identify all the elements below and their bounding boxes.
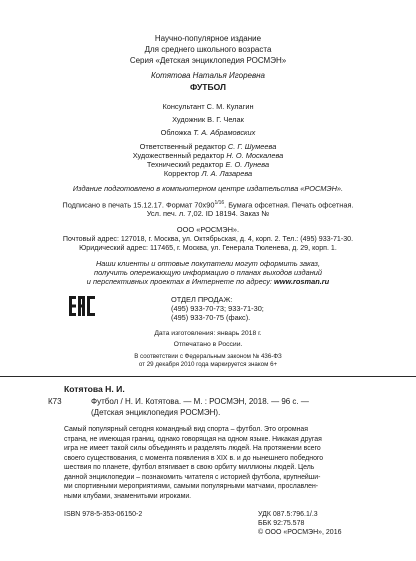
- abstract-line: ными клубами, знаменитыми игроками.: [64, 492, 192, 500]
- credit-proofreader: [0, 169, 416, 178]
- abstract-line: шествия по планете, футбол втягивает в свою орбиту миллионы людей. Цель: [64, 464, 315, 471]
- prepared-note: Издание подготовлено в компьютерном центре издательства «РОСМЭН».: [72, 184, 344, 193]
- credit-resp-label: Ответственный редактор: [139, 142, 228, 151]
- udk: УДК 087.5:796.1/.3: [258, 511, 318, 518]
- credit-cover: [0, 128, 416, 137]
- print-paper: . Бумага офсетная. Печать офсетная.: [224, 200, 354, 210]
- print-info-line2: Усл. печ. л. 7,02. ID 18194. Заказ №: [146, 209, 270, 218]
- credit-cover-name: Т. А. Абрамовских: [193, 128, 256, 137]
- abstract-line: игра не имеет такой силы объединять и разделять людей. На протяжении всего: [64, 445, 321, 452]
- biblio-author: Котятова Н. И.: [64, 384, 125, 394]
- notice-text: и перспективных проектах в Интернете по адресу:: [86, 277, 275, 286]
- credit-artist: Художник В. Г. Челак: [172, 115, 244, 124]
- credit-resp-name: С. Г. Шумеева: [227, 142, 277, 151]
- print-format-fraction: 1/16: [214, 200, 225, 206]
- biblio-desc-line2: (Детская энциклопедия РОСМЭН).: [91, 408, 221, 417]
- notice-line2: получить опережающую информацию о планах выходов изданий: [94, 268, 322, 277]
- credit-art-editor: [0, 151, 416, 160]
- abstract-line: своего существования, с момента появления в XIX в. и до нынешнего победного: [64, 454, 324, 462]
- credit-art-name: Н. О. Москалева: [226, 151, 284, 160]
- publisher-name: ООО «РОСМЭН».: [176, 225, 240, 234]
- print-info-line1: [0, 199, 416, 209]
- separator-rule: [0, 376, 416, 377]
- credit-cover-label: Обложка: [160, 128, 194, 137]
- biblio-code: К73: [48, 397, 62, 406]
- copyright: © ООО «РОСМЭН», 2016: [258, 529, 342, 536]
- abstract: [64, 425, 364, 501]
- publisher-postal: Почтовый адрес: 127018, г. Москва, ул. Октябрьская, д. 4, корп. 2. Тел.: (495) 933-71-30.: [62, 235, 354, 243]
- author-name: Котятова Наталья Игоревна: [150, 71, 266, 80]
- site-url[interactable]: www.rosman.ru: [274, 277, 330, 286]
- law-note-line2: от 29 декабря 2010 года маркируется знаком 6+: [138, 361, 278, 368]
- book-title: ФУТБОЛ: [190, 82, 226, 92]
- bbk: ББК 92:75.578: [258, 520, 305, 527]
- imprint-age: Для среднего школьного возраста: [144, 45, 272, 54]
- abstract-line: Самый популярный сегодня командный вид спорта – футбол. Это огромная: [64, 426, 308, 433]
- print-format: Подписано в печать 15.12.17. Формат 70x90: [62, 200, 215, 210]
- credit-resp-editor: [0, 142, 416, 151]
- abstract-line: ми спортивными мероприятиями, самыми популярными матчами, прославлен-: [64, 483, 319, 490]
- credit-proof-label: Корректор: [163, 169, 202, 178]
- sales-phones1: (495) 933-70-73; 933-71-30;: [171, 304, 264, 313]
- credit-art-label: Художественный редактор: [132, 151, 227, 160]
- imprint-type: Научно-популярное издание: [154, 34, 262, 43]
- biblio-desc-line1: Футбол / Н. И. Котятова. — М. : РОСМЭН, 2018. — 96 с. —: [91, 397, 309, 406]
- printed-in: Отпечатано в России.: [173, 341, 243, 348]
- credit-tech-label: Технический редактор: [146, 160, 226, 169]
- imprint-series: Серия «Детская энциклопедия РОСМЭН»: [129, 56, 287, 65]
- sales-title: ОТДЕЛ ПРОДАЖ:: [171, 295, 233, 304]
- sales-phones2: (495) 933-70-75 (факс).: [171, 313, 251, 322]
- notice-line1: Наши клиенты и оптовые покупатели могут оформить заказ,: [95, 259, 321, 268]
- made-date: Дата изготовления: январь 2018 г.: [154, 330, 262, 337]
- publisher-legal: Юридический адрес: 117465, г. Москва, ул. Генерала Тюленева, д. 29, корп. 1.: [79, 244, 337, 252]
- law-note-line1: В соответствии с Федеральным законом № 436-ФЗ: [134, 353, 282, 360]
- isbn: ISBN 978-5-353-06150-2: [64, 511, 143, 518]
- abstract-line: страна, не имеющая границ, однако говорящая на одном языке. Никакая другая: [64, 435, 322, 443]
- credit-tech-editor: [0, 160, 416, 169]
- eac-mark-icon: [68, 295, 96, 317]
- credit-proof-name: Л. А. Лазарева: [201, 169, 253, 178]
- credit-consultant: Консультант С. М. Кулагин: [162, 102, 254, 111]
- notice-line3: [0, 277, 416, 286]
- abstract-line: данной энциклопедии – познакомить читателя с историей футбола, крупнейши-: [64, 473, 321, 481]
- credit-tech-name: Е. О. Лунева: [225, 160, 270, 169]
